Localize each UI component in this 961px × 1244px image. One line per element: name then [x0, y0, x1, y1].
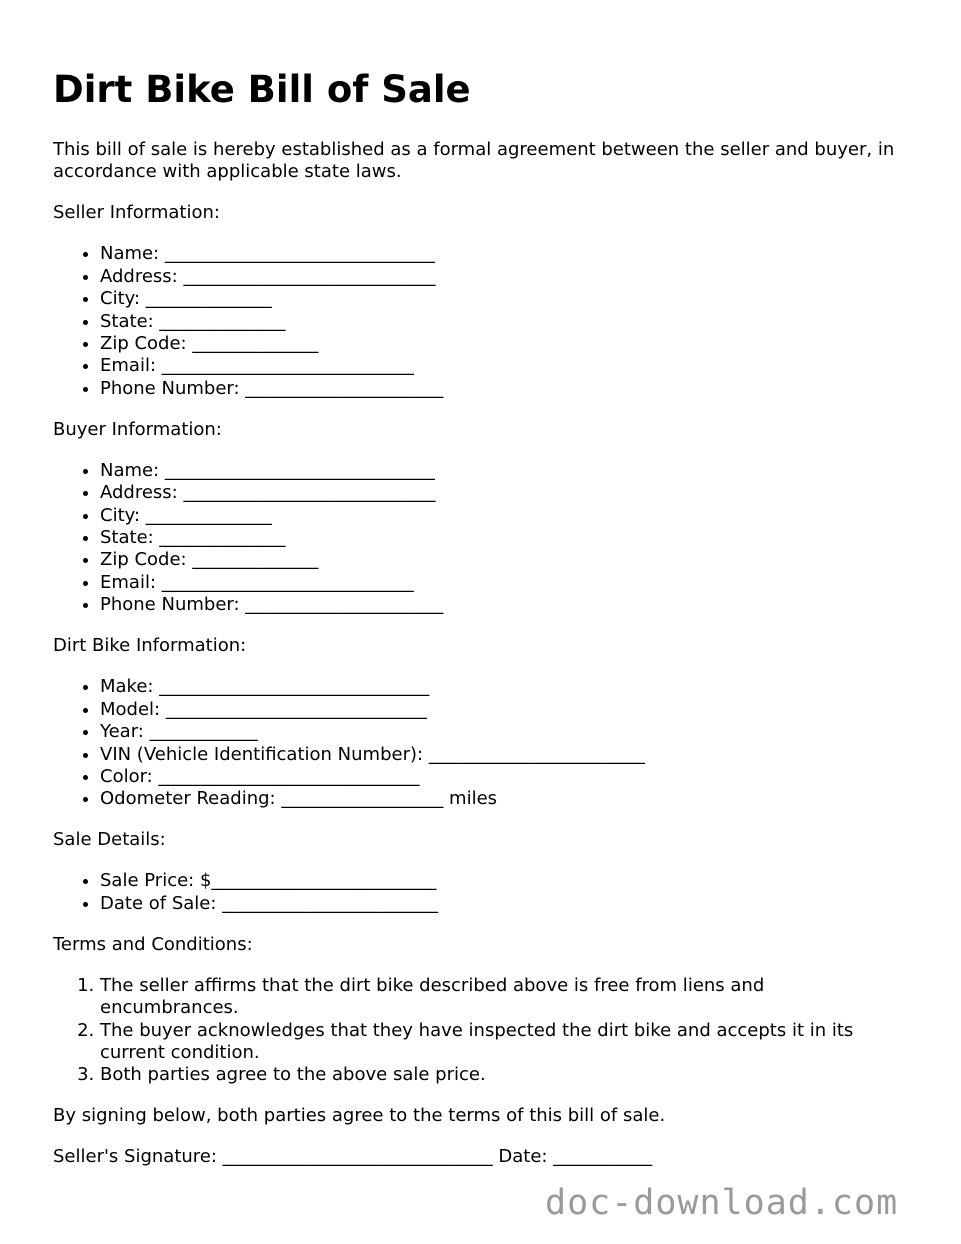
- buyer-zip-field: • Zip Code: ______________: [100, 549, 923, 571]
- seller-fields-list: [53, 243, 923, 400]
- buyer-heading: Buyer Information:: [53, 418, 222, 440]
- bike-vin-field: • VIN (Vehicle Identification Number): ________________________: [100, 744, 923, 766]
- bike-model-field: • Model: _____________________________: [100, 699, 923, 721]
- terms-item: 3. Both parties agree to the above sale price.: [100, 1064, 923, 1086]
- seller-zip-field: • Zip Code: ______________: [100, 333, 923, 355]
- seller-heading: Seller Information:: [53, 202, 220, 224]
- sale-date-field: • Date of Sale: ________________________: [100, 893, 923, 915]
- buyer-state-field: • State: ______________: [100, 527, 923, 549]
- buyer-email-field: • Email: ____________________________: [100, 572, 923, 594]
- terms-heading: Terms and Conditions:: [53, 933, 253, 955]
- terms-item: 1. The seller affirms that the dirt bike described above is free from liens and encumbrances.: [100, 975, 923, 1020]
- buyer-city-field: • City: ______________: [100, 505, 923, 527]
- sale-fields-list: [53, 870, 923, 915]
- intro-paragraph: This bill of sale is hereby established as a formal agreement between the seller and buyer, in accordance with applicable state laws.: [53, 139, 895, 183]
- bike-odometer-field: • Odometer Reading: __________________ miles: [100, 788, 923, 810]
- seller-signature-line: Seller's Signature: ______________________________ Date: ___________: [53, 1146, 653, 1168]
- watermark: doc-download.com: [545, 1183, 899, 1223]
- terms-list: [53, 975, 923, 1087]
- buyer-address-field: • Address: ____________________________: [100, 482, 923, 504]
- seller-state-field: • State: ______________: [100, 311, 923, 333]
- bike-fields-list: [53, 676, 923, 810]
- closing-paragraph: By signing below, both parties agree to the terms of this bill of sale.: [53, 1105, 666, 1127]
- sale-heading: Sale Details:: [53, 829, 166, 851]
- buyer-phone-field: • Phone Number: ______________________: [100, 594, 923, 616]
- seller-city-field: • City: ______________: [100, 288, 923, 310]
- buyer-fields-list: [53, 460, 923, 617]
- document-body: [53, 139, 923, 1187]
- bike-heading: Dirt Bike Information:: [53, 635, 247, 657]
- seller-name-field: • Name: ______________________________: [100, 243, 923, 265]
- terms-item: 2. The buyer acknowledges that they have inspected the dirt bike and accepts it in its current condition.: [100, 1020, 923, 1065]
- seller-phone-field: • Phone Number: ______________________: [100, 378, 923, 400]
- bike-color-field: • Color: _____________________________: [100, 766, 923, 788]
- sale-price-field: • Sale Price: $_________________________: [100, 870, 923, 892]
- seller-address-field: • Address: ____________________________: [100, 266, 923, 288]
- bike-make-field: • Make: ______________________________: [100, 676, 923, 698]
- buyer-name-field: • Name: ______________________________: [100, 460, 923, 482]
- bike-year-field: • Year: ____________: [100, 721, 923, 743]
- document-title: Dirt Bike Bill of Sale: [53, 68, 471, 111]
- seller-email-field: • Email: ____________________________: [100, 355, 923, 377]
